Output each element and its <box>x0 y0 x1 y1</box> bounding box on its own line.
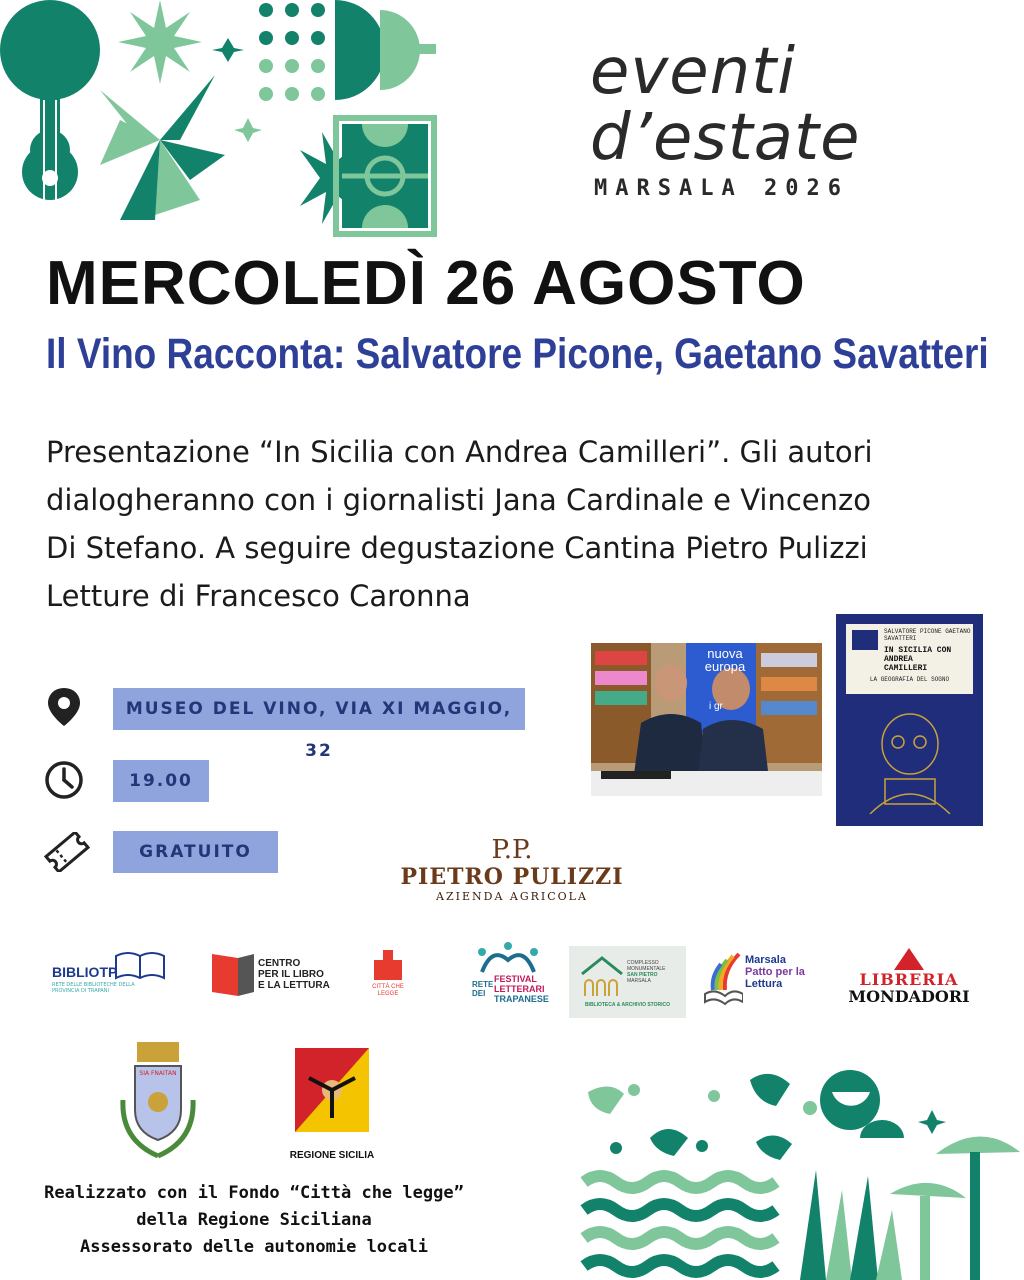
decorative-illustration-top <box>0 0 450 240</box>
sponsor-sub: AZIENDA AGRICOLA <box>436 890 588 903</box>
brand-line-eventi: eventi <box>590 35 797 109</box>
rete-text <box>472 980 493 998</box>
rete-line: DEI <box>472 989 486 998</box>
sponsor-pietro-pulizzi <box>400 836 624 903</box>
marsala-crest <box>115 1040 201 1165</box>
centro-libro-icon <box>208 950 256 1000</box>
trinacria-icon <box>295 1048 369 1132</box>
time-badge: 19.00 <box>113 760 209 802</box>
book-cover <box>836 614 983 826</box>
logo-bibliotp <box>50 948 170 1008</box>
book-title-line: ANDREA <box>884 655 913 664</box>
book-label <box>846 624 973 694</box>
san-pietro-text <box>627 960 666 984</box>
logo-libreria-mondadori <box>836 948 982 1008</box>
location-badge: MUSEO DEL VINO, VIA XI MAGGIO, 32 <box>113 688 525 730</box>
photo-banner-text: nuova europa <box>704 646 746 674</box>
brand-title <box>590 35 990 201</box>
patto-text <box>745 954 805 990</box>
authors-photo <box>591 643 822 796</box>
centro-line: PER IL LIBRO <box>258 969 324 980</box>
citta-text: CITTÀ CHE LEGGE <box>372 984 404 997</box>
patto-line: Lettura <box>745 978 783 990</box>
description-line: Letture di Francesco Caronna <box>46 579 471 613</box>
centro-line: CENTRO <box>258 958 301 969</box>
book-publisher-logo <box>852 630 878 650</box>
event-date: MERCOLEDÌ 26 AGOSTO <box>46 249 806 318</box>
san-pietro-line: MARSALA <box>627 978 651 984</box>
price-badge: GRATUITO <box>113 831 278 873</box>
description-line: Presentazione “In Sicilia con Andrea Camilleri”. Gli autori <box>46 435 873 469</box>
patto-line: Marsala <box>745 954 786 966</box>
marsala-crest-icon <box>115 1040 201 1165</box>
mondadori-line1: LIBRERIA <box>859 970 959 989</box>
festival-line: FESTIVAL <box>494 974 537 984</box>
san-pietro-building-icon <box>577 954 627 998</box>
footer-credits <box>24 1180 484 1261</box>
centro-libro-text <box>258 958 330 991</box>
logo-patto-lettura <box>703 946 813 1010</box>
open-book-icon <box>114 948 166 982</box>
rete-line: RETE <box>472 980 494 989</box>
book-authors: SALVATORE PICONE GAETANO SAVATTERI <box>884 628 971 642</box>
centro-line: E LA LETTURA <box>258 980 330 991</box>
festival-line: TRAPANESE <box>494 994 549 1004</box>
photo-banner-sub: i gr <box>709 701 723 712</box>
footer-line: Realizzato con il Fondo “Città che legge” <box>44 1183 464 1203</box>
ticket-icon <box>44 832 90 872</box>
clock-icon <box>44 760 84 800</box>
san-pietro-line: SAN PIETRO <box>627 972 658 978</box>
mondadori-rose-icon <box>894 948 924 970</box>
rainbow-book-icon <box>703 950 743 1006</box>
book-title <box>884 646 972 673</box>
marsala-crest-text: SIA FNAITAN <box>139 1070 177 1077</box>
sponsor-name: PIETRO PULIZZI <box>400 864 624 890</box>
san-pietro-line: COMPLESSO <box>627 960 659 966</box>
citta-castle-icon <box>368 950 408 980</box>
san-pietro-bottom: BIBLIOTECA & ARCHIVIO STORICO <box>584 1002 671 1008</box>
brand-line-marsala: MARSALA 2026 <box>594 176 849 201</box>
book-title-line: CAMILLERI <box>884 664 928 673</box>
book-title-line: IN SICILIA CON <box>884 646 952 655</box>
decorative-illustration-bottom <box>580 1060 1024 1280</box>
sponsor-monogram: P.P. <box>491 835 533 865</box>
book-subtitle: LA GEOGRAFIA DEL SOGNO <box>869 676 950 683</box>
bibliotp-text: BIBLIOTP <box>52 964 118 980</box>
bibliotp-sub: RETE DELLE BIBLIOTECHE DELLA PROVINCIA DI TRAPANI <box>52 982 135 994</box>
footer-line: della Regione Siciliana <box>136 1210 372 1230</box>
book-illustration <box>850 704 970 814</box>
description-line: Di Stefano. A seguire degustazione Cantina Pietro Pulizzi <box>46 531 868 565</box>
footer-line: Assessorato delle autonomie locali <box>80 1237 428 1257</box>
brand-line-destate: d’estate <box>590 101 861 175</box>
event-title: Il Vino Racconta: Salvatore Picone, Gaetano Savatteri <box>46 330 989 378</box>
logo-centro-libro <box>208 950 338 1000</box>
location-pin-icon <box>44 686 84 726</box>
san-pietro-line: MONUMENTALE <box>627 966 666 972</box>
festival-text <box>494 974 549 1004</box>
description-line: dialogheranno con i giornalisti Jana Cardinale e Vincenzo <box>46 483 871 517</box>
event-description <box>46 428 986 620</box>
logo-citta-che-legge <box>368 950 408 1000</box>
regione-text: REGIONE SICILIA <box>289 1150 375 1161</box>
regione-sicilia-logo <box>287 1048 377 1163</box>
jester-hat-icon <box>476 942 540 976</box>
logo-san-pietro <box>569 946 686 1018</box>
patto-line: Patto per la <box>745 966 805 978</box>
festival-line: LETTERARI <box>494 984 545 994</box>
logo-rete-festival <box>472 942 549 1012</box>
mondadori-line2: MONDADORI <box>848 987 970 1006</box>
